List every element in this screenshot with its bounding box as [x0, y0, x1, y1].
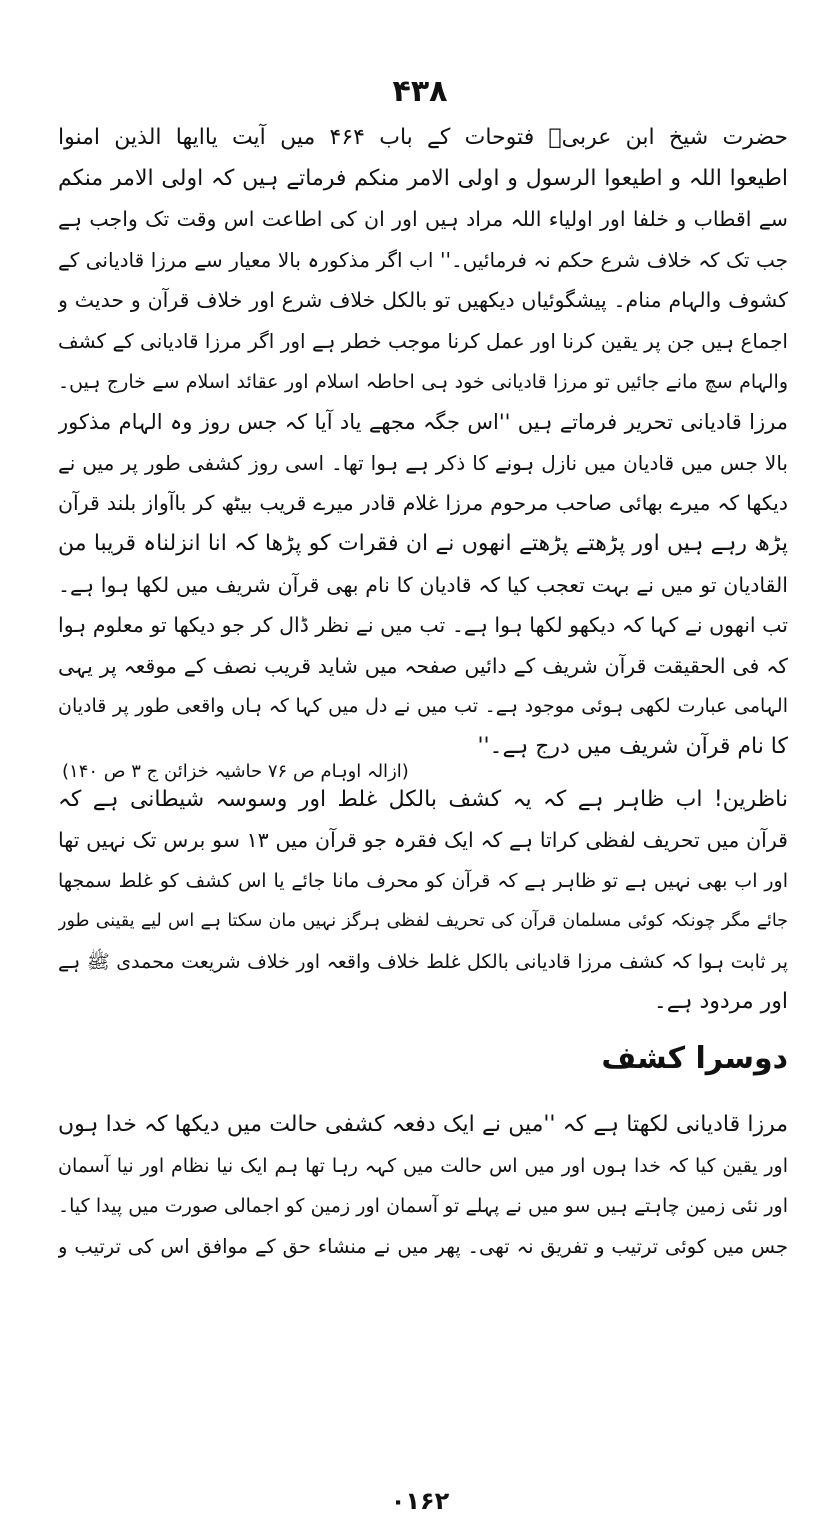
text-line: والہام سچ مانے جائیں تو مرزا قادیانی خود ہی احاطہ اسلام اور عقائد اسلام سے خارج ہیں۔: [58, 370, 788, 393]
text-line: مرزا قادیانی تحریر فرماتے ہیں ''اس جگہ مجھے یاد آیا کہ جس روز وہ الہام مذکور: [58, 410, 788, 435]
text-line: اور نئی زمین چاہتے ہیں سو میں نے پہلے تو آسمان اور زمین کو اجمالی صورت میں پیدا کیا۔: [58, 1195, 788, 1218]
text-line: اجماع ہیں جن پر یقین کرنا اور عمل کرنا موجب خطر ہے اور اگر مرزا قادیانی کے کشف: [58, 328, 788, 353]
text-line: کا نام قرآن شریف میں درج ہے۔'': [477, 733, 788, 759]
paragraph-1: [58, 118, 788, 402]
text-line: بالا جس میں قادیان میں نازل ہونے کا ذکر ہے ہوا تھا۔ اسی روز کشفی طور پر میں نے: [58, 450, 788, 475]
text-line: اور مردود ہے۔: [653, 989, 788, 1015]
text-line: دیکھا کہ میرے بھائی صاحب مرحوم مرزا غلام قادر میرے قریب بیٹھ کر باآواز بلند قرآن: [58, 491, 788, 516]
text-line: پر ثابت ہوا کہ کشف مرزا قادیانی بالکل غلط خلاف واقعہ اور خلاف شریعت محمدی ﷺ ہے: [58, 950, 788, 973]
text-line: الہامی عبارت لکھی ہوئی موجود ہے۔ تب میں نے دل میں کہا کہ ہاں واقعی طور پر قادیان: [58, 695, 788, 718]
citation-reference: (ازالہ اوہام ص ۷۶ حاشیہ خزائن ج ۳ ص ۱۴۰): [62, 760, 409, 782]
text-line: ناظرین! اب ظاہر ہے کہ یہ کشف بالکل غلط اور وسوسہ شیطانی ہے کہ: [58, 786, 788, 812]
text-line: مرزا قادیانی لکھتا ہے کہ ''میں نے ایک دفعہ کشفی حالت میں دیکھا کہ خدا ہوں: [58, 1112, 788, 1138]
text-line: حضرت شیخ ابن عربیؒ فتوحات کے باب ۴۶۴ میں آیت یاایھا الذین امنوا: [58, 125, 788, 150]
text-line: جس میں کوئی ترتیب و تفریق نہ تھی۔ پھر میں نے منشاء حق کے موافق اس کی ترتیب و: [58, 1234, 788, 1258]
paragraph-2: [58, 402, 788, 767]
paragraph-4: [58, 1105, 788, 1267]
text-line: قرآن میں تحریف لفظی کراتا ہے کہ ایک فقرہ جو قرآن میں ۱۳ سو برس تک نہیں تھا: [58, 828, 788, 853]
text-line: اطیعوا اللہ و اطیعوا الرسول و اولی الامر منکم فرماتے ہیں کہ اولی الامر منکم: [58, 165, 788, 191]
text-line: جب تک کہ خلاف شرع حکم نہ فرمائیں۔'' اب اگر مذکورہ بالا معیار سے مرزا قادیانی کے: [58, 247, 788, 272]
text-line: اور اب بھی نہیں ہے تو ظاہر ہے کہ قرآن کو محرف مانا جائے یا اس کشف کو غلط سمجھا: [58, 869, 788, 892]
text-line: سے اقطاب و خلفا اور اولیاء اللہ مراد ہیں اور ان کی اطاعت اس وقت تک واجب ہے: [58, 207, 788, 232]
text-line: تب انھوں نے کہا کہ دیکھو لکھا ہوا ہے۔ تب میں نے نظر ڈال کر جو دیکھا تو معلوم ہوا: [58, 613, 788, 638]
footer-page-number: ۰۱۶۲: [390, 1487, 450, 1515]
text-line: پڑھ رہے ہیں اور پڑھتے پڑھتے انھوں نے ان فقرات کو پڑھا کہ انا انزلناہ قریبا من: [58, 530, 788, 556]
body-text: [58, 118, 788, 1267]
text-line: جائے مگر چونکہ کوئی مسلمان قرآن کی تحریف لفظی ہرگز نہیں مان سکتا ہے اس لیے یقینی طور: [58, 911, 788, 932]
section-heading: دوسرا کشف: [601, 1041, 788, 1077]
page-number: ۴۳۸: [392, 74, 448, 109]
text-line: اور یقین کیا کہ خدا ہوں اور میں اس حالت میں کہہ رہا تھا ہم ایک نیا نظام اور نیا آسمان: [58, 1154, 788, 1177]
text-line: کشوف والہام منام۔ پیشگوئیاں دیکھیں تو بالکل خلاف شرع اور خلاف قرآن و حدیث و: [58, 288, 788, 313]
paragraph-3: [58, 780, 788, 1024]
text-line: کہ فی الحقیقت قرآن شریف کے دائیں صفحہ میں شاید قریب نصف کے موقعہ پر یہی: [58, 653, 788, 678]
text-line: القادیان تو میں نے بہت تعجب کیا کہ قادیان کا نام بھی قرآن شریف میں لکھا ہوا ہے۔: [58, 572, 788, 597]
